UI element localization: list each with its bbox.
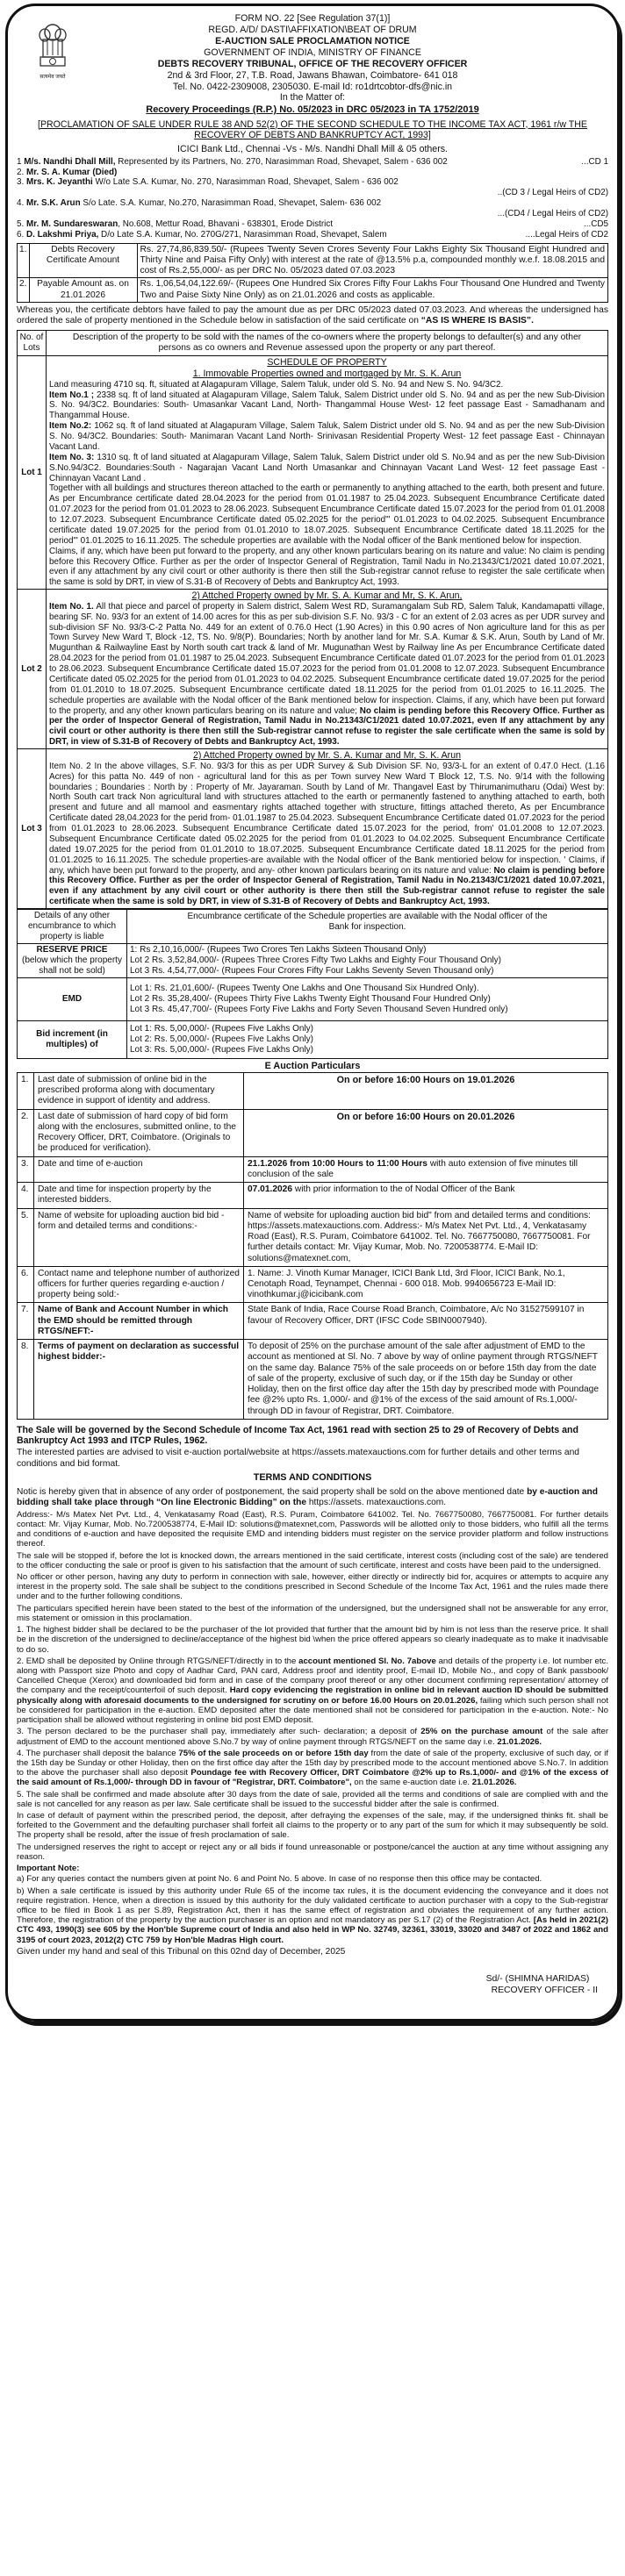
terms-paragraph: 5. The sale shall be confirmed and made absolute after 30 days from the date of sale, provided all the terms and conditions of sale are complied with and the sale is not cancelled for any reason as per law. Sale certificate shall be issued to the successful bidder after the sale is confirmed. <box>17 1789 608 1809</box>
eauction-answer-text: 1. Name: J. Vinoth Kumar Manager, ICICI Bank Ltd, 3rd Floor, ICICI Bank, No.1, Cenotaph Road, Teynampet, Chennai - 600 018. Mob. 9940656723 E-Mail ID: vinothkumar.j@icicibank.com <box>248 1268 565 1300</box>
defendant-item <box>17 219 608 230</box>
emd-values <box>127 978 608 1021</box>
important-note-b-bold: [As held in 2021(2) CTC 493, 1990(3) see 605 by the Hon'ble Supreme court of India and also held in WP No. 32749, 32361, 33019, 33020 and 3487 of 2022 and 1862 and 3195 of court 2023, 2012(2) CTC 759 by Hon'ble Madras High court. <box>17 1915 608 1945</box>
amount-number: 2. <box>18 278 30 302</box>
important-note-b <box>17 1886 608 1945</box>
defendant-number: 4. <box>17 198 26 209</box>
lot-item-label: Item No. 1. <box>49 601 94 612</box>
lot-item-text: 1310 sq. ft of land situated at Alagapuram Village, Salem Taluk, Salem District under old S. No.94 and as per the new Sub-Division S.No.94/3C2. Boundaries:South - Nagarajan Vacant Land North Umasankar and Chinnayan Vacant Land West- 12 feet passage East - Chinnayan Vacant Land . <box>49 452 605 483</box>
lot-claims-bold: No claim is pending before this Recovery Office. Further as per the order of Inspector General of Registration, Tamil Nadu in No.21343/C1/2021 dated 10.07.2021, even if any attachment by any civil court or other authority is there then still the Sub-registrar cannot refuse to register the sale certificate when the same is sold by DRT, in view of S.31-B of Recovery of Debts and Bankruptcy Act, 1993. <box>49 865 605 907</box>
lot-encumbrance-text: Together with all buildings and structures thereon attached to the earth or permanently to anything attached to the earth, both present and future. As per Encumbrance certificate dated 28.04.2023 for the period from 01.01.1987 to 25.04.2023. Subsequent Encumbrance Certificate dated 01.07.2023 for the period from 01.01.2023 to 28.06.2023. Subsequent Encumbrance Certificate dated 15.07.2023 for the period from 01.01.2008 to 12.07.2023. Subsequent Encumbrance Certificate dated 05.02.2025 for the period"' 01.01.2023 to 04.02.2025. Subsequent Encumbrance certificate dated 19.07.2025 for the period from 01.01.2010 to 18.07.2025. Subsequent Encumbrance Certificate dated 18.11.2025 for the period"' 01.01.2025 to 16.11.2025. The schedule properties are available with the Nodal officer of the Bank mentioned below for inspection. <box>49 483 605 546</box>
terms-body <box>17 1487 608 1957</box>
lot-claims: Claims, if any, which have been put forward to the property, and any other known particulars bearing on its nature and value: No claim is pending before this Recovery Office. Further as per the order of Inspector General of Registration, Tamil Nadu in No.21343/C1/2021 dated 10.07.2021, even if any attachment by any civil court or other authority is there then still the Sub-registrar cannot refuse to register the sale certificate when the same is sold by DRT, in view of S.31-B of Recovery of Debts and Bankruptcy Act, 1993. <box>49 546 605 588</box>
eauction-row <box>18 1208 608 1266</box>
lots-column-header: No. of Lots <box>18 330 47 356</box>
lot-item-text: Item No. 2 In the above villages, S.F. No. 93/3 for this as per UDR Survey & Sub Division SF. No, 93/3-L for an extent of 0.47.0 Hect. (1.16 Acres) for this patta No. 449 of non - agricultural land for this as per Town survey New Ward T Block 12, T.S. No. 9/14 with the following boundaries ; Boundaries : North by : Property of Mr. Jayaraman. South by Land of Mr. Thangavel East by Thirumanimutharu (Odai) West by: North South cart track Non agricultural land with structures attached to the earth or permanently fastened to anything attached to earth, both present and future and all mamool and easmentary rights attached together with structure, fittings attached thereto, As per Encumbrance Certificate dated 28,04.2023 for the perid from- 01.01.1987 to 25.04.2023. Subsequent Encumbrance Certificate dated 01.07.2023 for the period from 01.01.2023 to 28.06.2023. Subsequent Encumbrance Certificate dated 15.07.2023 for the period, from' 01.01.2008 to 12.07.2023. Subsequent Encumbrance Certificate dated 05.02.2025 for the period from 01.01.2023 to 04.02.2025. Subsequent Encumbrance Certificate dated 19.07.2025 for the period from 01.01.2010 to 18.07.2025. Subsequent Encumbrance Certificate dated 18.11.2025 for the period from 01.01.2025 to 16.11.2025. The schedule properties-are available with the Nodal officer of the Bank mentioried below for inspection. ' Claims, if any, which have been put forward to the property, and any- other known particulars bearing on its nature and value: <box>49 761 605 876</box>
terms-paragraphs <box>17 1510 608 1655</box>
eauction-row <box>18 1072 608 1109</box>
eauction-row-number: 4. <box>18 1183 34 1208</box>
eauction-row-number: 5. <box>18 1208 34 1266</box>
lot-description <box>47 590 608 749</box>
defendant-tag: ....Legal Heirs of CD2 <box>525 229 608 240</box>
lot-item <box>49 602 605 748</box>
lot-item <box>49 453 605 484</box>
defendant-item <box>17 157 608 168</box>
defendant-number: 1 <box>17 156 25 167</box>
terms-notice-text: Notic is hereby given that in absence of any order of postponement, the said property shall be sold on the above mentioned date <box>17 1486 528 1497</box>
eauction-answer-text: To deposit of 25% on the purchase amount of the sale after adjustment of EMD to the account as mentioned at Sl. No. 7 above by way of online payment through RTGS/NEFT on the same day. Balance 75% of the sale proceeds on or before 15th day from the date of sale of the property, exclusive of such day, or if the 15th day be Sunday or other Holiday, then on the first office day after the 15th day by prescribed mode with Poundage fee @2% upto Rs. 1,000/- and @1% of the excess of the said amount of Rs.1,000/- through DD in favour of Registrar, DRT. Coimbatore. <box>248 1342 600 1416</box>
lot-description <box>47 749 608 909</box>
defendant-item <box>17 198 608 209</box>
form-number: FORM NO. 22 [See Regulation 37(1)] <box>234 13 391 24</box>
auction-portal-link[interactable]: https://assets. matexauctions.com. <box>306 1497 447 1507</box>
office-address: 2nd & 3rd Floor, 27, T.B. Road, Jawans Bhawan, Coimbatore- 641 018 <box>167 69 458 81</box>
defendant-address: Represented by its Partners, No. 270, Narasimman Road, Shevapet, Salem - 636 002 <box>115 156 448 167</box>
bid-increment-lot-2: Lot 2: Rs. 5,00,000/- (Rupees Five Lakhs Only) <box>130 1034 313 1045</box>
defendant-details <box>17 230 387 240</box>
eauction-answer <box>244 1208 608 1266</box>
defendant-name: Mr. S. A. Kumar (Died) <box>25 167 118 177</box>
amount-value: Rs. 1,06,54,04,122.69/- (Rupees One Hundred Six Crores Fifty Four Lakhs Four Thousand One Hundred and Twenty Two and Paise Sixty Nine Only) as on 21.01.2026 and costs as applicable. <box>137 278 608 302</box>
encumbrance-value: Encumbrance certificate of the Schedule properties are available with the Nodal officer of the Bank for inspection. <box>127 910 608 944</box>
eauction-answer-text: with prior information to the of Nodal Officer of the Bank <box>292 1184 515 1195</box>
reserve-price-lot-1: 1: Rs 2,10,16,000/- (Rupees Two Crores Ten Lakhs Sixteen Thousand Only) <box>130 945 427 955</box>
notice-title: E-AUCTION SALE PROCLAMATION NOTICE <box>215 35 410 47</box>
lot-claims-bold: No claim is pending before this Recovery Office. Further as per the order of Inspector General of Registration, Tamil Nadu in No.21343/C1/2021 dated 10.07.2021, even If any attachment by any civil court or other authority is there then still the Sub-registrar cannot refuse to register the sale certificate when the same is sold by DRT, in view of S.31-B of Recovery of Debts and Bankruptcy Act, 1993. <box>49 705 605 748</box>
terms-paragraph: In case of default of payment within the prescribed period, the deposit, after defraying the expenses of the sale, may, if the undersigned thinks fit. shall be forfeited to the Government and the defaulting purchaser shall forfeit all claims to the property or to any part of the sum for which it may subsequently be sold. The property shall be resold, after the issue of fresh proclamation of sale. <box>17 1811 608 1841</box>
lot-item-label: Item No.2: <box>49 421 92 432</box>
defendant-tag: ..(CD 3 / Legal Heirs of CD2) <box>497 188 608 198</box>
defendant-details <box>17 168 117 178</box>
whereas-text: Whereas you, the certificate debtors have failed to pay the amount due as per DRC 05/2023 dated 07.03.2023. And whereas the undersigned has ordered the sale of property mentioned in the Schedule below in satisfaction of the said certificate on <box>17 304 608 326</box>
lot-heading: 2) Attched Property owned by Mr. S. A. Kumar and Mr, S. K. Arun <box>192 750 461 762</box>
eauction-row-number: 6. <box>18 1266 34 1303</box>
eauction-row <box>18 1340 608 1420</box>
amount-row <box>18 243 608 278</box>
important-note-b-text: b) When a sale certificate is issued by this authority under Rule 65 of the income tax rules, it is the document evidencing the conveyance and it does not require registration. Hence, when a direction is issued by this authority for the duly validated certificate to auction purchaser with a copy to the Sub-registrar office to be filed in Book 1 as per S.89, Registration Act, then it has the same effect of registration and obviates the requirement of any further action. Therefore, the registration of the property by the auction purchaser is an option and not mandatory as per S.17 (2) of the Registration Act. <box>17 1885 608 1926</box>
eauction-table <box>17 1072 608 1420</box>
advised-statement: The interested parties are advised to visit e-auction portal/website at https://assets.matexauctions.com for further details and other terms and conditions and bid format. <box>17 1448 580 1469</box>
terms-notice-bold: by e-auction and bidding shall take place through “On line Electronic Bidding” on the <box>17 1486 599 1507</box>
eauction-question: Name of website for uploading auction bid bid -form and detailed terms and conditions:- <box>34 1208 244 1266</box>
term-4-bold: 75% of the sale proceeds on or before 15th day <box>178 1748 369 1758</box>
term-2 <box>17 1657 608 1726</box>
eauction-answer <box>244 1072 608 1109</box>
term-2-text-3: failing which such person shall not be considered for participation in the e-auction. EMD deposited after the date mentioned shall not be considered for participation in the e-auction. Note:- No participation shall be allowed without registering in online bid post EMD deposit. <box>17 1695 608 1726</box>
defendant-tag: ...(CD4 / Legal Heirs of CD2) <box>497 209 608 219</box>
reserve-price-values <box>127 944 608 978</box>
defendant-name: Mr. S.K. Arun <box>25 198 81 209</box>
term-4-poundage: Poundage fee with Recovery Officer, DRT Coimbatore @2% up to Rs.1,000/- and @1% of the excess of the said amount of Rs.1,000/- through DD in favour of "Registrar, DRT. Coimbatore", <box>17 1768 608 1788</box>
amount-value: Rs. 27,74,86,839.50/- (Rupees Twenty Seven Crores Seventy Four Lakhs Eighty Six Thousand Eight Hundred and Thirty Nine and Paisa Fifty Only) with interest at the rate of @13.5% p.a, compounded monthly w.e.f. 18.08.2015 and cost of Rs.2,55,000/- as per DRC No. 05/2023 dated 07.03.2023 <box>137 243 608 278</box>
eauction-row-number: 3. <box>18 1156 34 1182</box>
reserve-price-lot-3: Lot 3 Rs. 4,54,77,000/- (Rupees Four Crores Fifty Four Lakhs Seventy Seven Thousand only) <box>130 966 494 977</box>
amount-row <box>18 278 608 302</box>
eauction-title: E Auction Particulars <box>264 1061 361 1072</box>
defendant-name: Mrs. K. Jeyanthi <box>25 177 93 188</box>
eauction-answer <box>244 1303 608 1340</box>
office-name: DEBTS RECOVERY TRIBUNAL, OFFICE OF THE RECOVERY OFFICER <box>157 58 468 69</box>
terms-paragraph: The undersigned reserves the right to accept or reject any or all bids if found unreasonable or postpone/cancel the auction at any time without assigning any reason. <box>17 1842 608 1862</box>
eauction-row-number: 2. <box>18 1109 34 1156</box>
defendant-address: W/o Late S.A. Kumar, No. 270, Narasimman Road, Shevapet, Salem - 636 002 <box>92 177 399 188</box>
reserve-price-row <box>18 944 608 978</box>
governed-statement: The Sale will be governed by the Second Schedule of Income Tax Act, 1961 read with section 25 to 29 of Recovery of Debts and Bankruptcy Act 1993 and ITCP Rules, 1962. <box>17 1424 578 1447</box>
eauction-answer <box>244 1183 608 1208</box>
lot-label: Lot 1 <box>18 356 47 590</box>
amount-label: Debts Recovery Certificate Amount <box>29 243 137 278</box>
amounts-table <box>17 243 608 303</box>
eauction-row-number: 8. <box>18 1340 34 1420</box>
defendant-number: 5. <box>17 218 26 229</box>
defendant-name: D. Lakshmi Priya, <box>25 229 99 240</box>
term-4-date: 21.01.2026. <box>471 1778 517 1788</box>
encumbrance-row <box>18 910 608 944</box>
defendant-name: M/s. Nandhi Dhall Mill, <box>24 156 116 167</box>
lot-item <box>49 421 605 453</box>
lot-item-text: 1062 sq. ft of land situated at Alagapuram Village, Salem Taluk, Salem District under old S. No. 94 and as per the new Sub-Division S. No. 94/3C2. Boundaries: South- Manimaran Vacant Land North- Srinivasan Residential Property West- 12 feet passage East - Chinnayan Vacant Land. <box>49 421 605 452</box>
lot-label: Lot 2 <box>18 590 47 749</box>
emd-label: EMD <box>18 978 127 1021</box>
eauction-question: Last date of submission of hard copy of bid form along with the enclosures, submitted online, to the Recovery Officer, DRT, Coimbatore. (Originals to be produced for verification). <box>34 1109 244 1156</box>
encumbrance-label: Details of any other encumbrance to which property is liable <box>18 910 127 944</box>
eauction-answer <box>244 1156 608 1182</box>
reserve-price-label <box>18 944 127 978</box>
defendant-details <box>17 198 381 209</box>
reserve-price-lot-2: Lot 2 Rs. 3,52,84,000/- (Rupees Three Crores Fifty Two Lakhs and Eighty Four Thousand Only) <box>130 955 501 966</box>
eauction-row <box>18 1109 608 1156</box>
eauction-answer-bold: 07.01.2026 <box>248 1184 292 1195</box>
bid-increment-lot-3: Lot 3: Rs. 5,00,000/- (Rupees Five Lakhs Only) <box>130 1045 313 1055</box>
defendant-item <box>17 230 608 240</box>
parties-line: ICICI Bank Ltd., Chennai -Vs - M/s. Nandhi Dhall Mill & 05 others. <box>177 143 448 154</box>
bid-increment-lot-1: Lot 1: Rs. 5,00,000/- (Rupees Five Lakhs Only) <box>130 1024 313 1034</box>
matter-label: In the Matter of: <box>279 92 346 104</box>
amount-label: Payable Amount as. on 21.01.2026 <box>29 278 137 302</box>
terms-title: TERMS AND CONDITIONS <box>253 1471 372 1483</box>
eauction-question: Contact name and telephone number of authorized officers for further queries regarding e-auction / property being sold:- <box>34 1266 244 1303</box>
eauction-answer-bold: On or before 16:00 Hours on 19.01.2026 <box>336 1074 515 1085</box>
schedule-title: SCHEDULE OF PROPERTY <box>267 357 387 369</box>
terms-notice <box>17 1487 608 1508</box>
defendant-tag: ...CD 1 <box>581 156 608 167</box>
eauction-answer <box>244 1266 608 1303</box>
eauction-answer-text: State Bank of India, Race Course Road Branch, Coimbatore, A/c No 31527599107 in favour of Recovery Officer, DRT (IFSC Code SBIN0007940). <box>248 1305 585 1326</box>
defendant-tag-row <box>17 209 608 219</box>
schedule-header-row <box>18 330 608 356</box>
eauction-answer-text: with auto extension of five minutes till conclusion of the sale <box>248 1158 578 1179</box>
defendant-tag-row <box>17 188 608 198</box>
term-3-bold: 25% on the purchase amount <box>420 1727 543 1737</box>
lot-heading: 2) Attched Property owned by Mr. S. A. Kumar and Mr, S. K. Arun, <box>191 590 463 602</box>
terms-paragraphs-2 <box>17 1790 608 1863</box>
government-line: GOVERNMENT OF INDIA, MINISTRY OF FINANCE <box>204 47 421 58</box>
whereas-basis: “AS IS WHERE IS BASIS”. <box>420 316 534 326</box>
defendant-number: 3. <box>17 177 26 188</box>
defendant-details <box>17 177 399 188</box>
emblem-motto: सत्यमेव जयते <box>40 75 66 80</box>
eauction-row <box>18 1303 608 1340</box>
lot-description <box>47 356 608 590</box>
lot-item-text: 2338 sq. ft of land situated at Alagapuram Village, Salem Taluk, Salem District under old S. No. 94 and as per the new Sub-Division S. No. 94/3C2. Boundaries: South- Umasankar Vacant Land, North- Thangammal House West- 12 feet passage East - Samadhanam and Thangammal House. <box>49 390 605 421</box>
lot-item <box>49 762 605 907</box>
term-2-hard-copy: Hard copy evidencing the registration in online bid in relevant auction ID should be submitted physically along with aforesaid documents to the undersigned for scrutiny on or before 16.00 Hours on 20.01.2026, <box>17 1685 608 1706</box>
eauction-row-number: 7. <box>18 1303 34 1340</box>
lot-label: Lot 3 <box>18 749 47 909</box>
eauction-row <box>18 1183 608 1208</box>
term-4-text-3: on the same e-auction date i.e. <box>351 1778 472 1788</box>
important-note-a: a) For any queries contact the numbers given at point No. 6 and Point No. 5 above. In case of no response then this office may be contacted. <box>17 1874 542 1885</box>
lot-row <box>18 356 608 590</box>
terms-paragraph: The sale will be stopped if, before the lot is knocked down, the arrears mentioned in the said certificate, interest costs (including cost of the sale) are tendered to the officer conducting the sale or proof is given to his satisfaction that the amount of such certificate, interest and costs have been paid to the undersigned. <box>17 1550 608 1571</box>
lot-item-label: Item No. 3: <box>49 452 95 462</box>
proclamation-title: [PROCLAMATION OF SALE UNDER RULE 38 AND 52(2) OF THE SECOND SCHEDULE TO THE INCOME TAX ACT, 1961 r/w THE RECOVERY OF DEBTS AND BANKRUPTCY ACT, 1993] <box>38 118 587 141</box>
reserve-price-note: (below which the property shall not be sold) <box>22 955 122 977</box>
defendant-item <box>17 168 608 178</box>
notice-header <box>17 13 608 104</box>
eauction-row-number: 1. <box>18 1072 34 1109</box>
eauction-answer-text: Name of website for uploading auction bid bid" from and detailed terms and conditions: https://assets.matexauctions.com. Address:- M/s Matex Net Pvt. Ltd., 4, Venkatasamy Road (East), R.S. Puram, Coimbatore 641002. Tel. No. 7667750080, 7667750081. For further details contact: Mr. Vijay Kumar, Mob. No. 7200538774. E-Mail ID: solutions@matexnet.com, <box>248 1210 591 1263</box>
defendant-tag: ...CD5 <box>584 218 608 229</box>
emblem <box>31 22 75 81</box>
emd-lot-2: Lot 2 Rs. 35,28,400/- (Rupees Thirty Five Lakhs Twenty Eight Thousand Four Hundred Only) <box>130 994 491 1005</box>
bid-increment-values <box>127 1021 608 1059</box>
eauction-row <box>18 1156 608 1182</box>
eauction-question: Name of Bank and Account Number in which the EMD should be remitted through RTGS/NEFT:- <box>34 1303 244 1340</box>
terms-paragraph: Address:- M/s Matex Net Pvt. Ltd., 4, Venkatasamy Road (East), R.S. Puram, Coimbatore 641002. Tel. No. 7667750080, 7667750081. For further details contact: Mr. Vijay Kumar, Mob. No.7200538774, E-Mail ID: solutions@matexnet,com, Passwords will be allotted only to those bidders, who fulfill all the terms and conditions of e-auction and have deposited the requisite EMD and intending bidders must register on the service provider platform and follow instructions thereof. <box>17 1509 608 1549</box>
term-3-text: 3. The person declared to be the purchaser shall pay, immediately after such- declaration; a deposit of <box>17 1727 421 1737</box>
national-emblem-icon <box>36 22 69 73</box>
lot-heading: 1. Immovable Properties owned and mortgaged by Mr. S. K. Arun <box>192 368 462 379</box>
lot-item <box>49 390 605 422</box>
term-2-bold: account mentioned Sl. No. 7above <box>298 1656 436 1666</box>
signature-block <box>17 1973 608 1996</box>
reserve-price-title: RESERVE PRICE <box>36 945 108 955</box>
term-4 <box>17 1749 608 1788</box>
signature-title: RECOVERY OFFICER - II <box>491 1985 598 1995</box>
schedule-table <box>17 330 608 910</box>
term-2-text: 2. EMD shall be deposited by Online through RTGS/NEFT/directly in to the <box>17 1656 299 1666</box>
eauction-row <box>18 1266 608 1303</box>
eauction-question: Date and time for inspection property by the interested bidders. <box>34 1183 244 1208</box>
eauction-answer <box>244 1340 608 1420</box>
notice-frame <box>5 4 620 2021</box>
given-under-hand: Given under my hand and seal of this Tribunal on this 02nd day of December, 2025 <box>17 1946 346 1957</box>
defendant-number: 2. <box>17 167 26 177</box>
terms-paragraph: The particulars specified herein have been stated to the best of the information of the undersigned, but the undersigned shall not be answerable for any error, mis statement or omission in this proclamation. <box>17 1603 608 1623</box>
lot-item-text: All that piece and parcel of property in Salem district, Salem West RD, Suramangalam Sub RD, Salem Taluk, Kandamapatti village, bearing SF. No. 93/3 for an extent of 14.00 acres for this as per sub-division S.F. No. 93/3 - C for an extent of 2.03 acres as per UDR survey and sub-division SF No. 93/3-C-2 Patta No. 449 for an extent of 0.76.0 Hect (1.90 Acres) in this 0.90 acres of Non agriculture land for this as per Town Survey New Ward T, Block -12, TS. No. 9/8(P). Boundaries; North by another land for Mr. S.A. Kumar & S.K. Arun, South by Land of Mr. Mugunthan & Railwayline East by North south cart track & land of Mr. Mugunathan West by Railway line As per Encumbrance Certificate dated 28.04.2023 for the period from 01.01.1987 to 25.04.2023. Subsequent Encumbrance Certificate dated 01.07.2023 for the period from 01.01.2023 to 28.06.2023. Subsequent Encumbrance Certificate dated 15.07.2023 for the period from 01.01.2008 to 12.07.2023. Subsequent Encumbrance Certificate dated 05.02.2025 for the period from 01.01.2023 to 04.02.2025. Subsequent Encumbrance certificate dated 19.07.2025 for the period from 01.01.2010 to 18.07.2025. Subsequent Encumbrance certificate dated 18.11.2025 for the period from 01.01.2025 to 16.11.2025. The schedule properties are available with the Nodal officer of the Bank mentioned below for inspection. Claims, if any, which have been put forward to the property, and any other known particulars bearing on its nature and value; <box>49 601 605 716</box>
term-3 <box>17 1727 608 1746</box>
lot-item-label: Item No.1 ; <box>49 390 95 400</box>
lot-row <box>18 590 608 749</box>
defendant-address: , No.608, Mettur Road, Bhavani - 638301, Erode District <box>118 218 334 229</box>
defendant-details <box>17 157 448 168</box>
eauction-answer-bold: On or before 16:00 Hours on 20.01.2026 <box>336 1111 515 1122</box>
important-note-title: Important Note: <box>17 1864 80 1874</box>
term-2-text-2: and details of the property i.e. lot number etc. along with Passport size Photo and copy of Aadhar Card, PAN card, Address proof and identity proof, E-mail ID, Mobile No., and copy of Bank passbook/ Cancelled Cheque (Xerox) and downloaded bid form and in case of the company proof thereof or any other document confirming representation/ attorney of the company and the receipt/counterfoil of such deposit. <box>17 1656 609 1696</box>
description-column-header: Description of the property to be sold with the names of the co-owners where the property belongs to defaulter(s) and any other persons as co owners and Revenue assessed upon the property or any part thereof. <box>47 330 608 356</box>
signature-name: Sd/- (SHIMNA HARIDAS) <box>485 1973 590 1984</box>
terms-paragraph: 1. The highest bidder shall be declared to be the purchaser of the lot provided that further that the amount bid by him is not less than the reserve price. It shall be in the discretion of the undersigned to decline/acceptance of the highest bid \when the price offered appears so clearly inadequate as to make it inadvisable to do so. <box>17 1625 608 1655</box>
lot-row <box>18 749 608 909</box>
bid-increment-label: Bid increment (in multiples) of <box>18 1021 127 1059</box>
eauction-answer-bold: 21.1.2026 from 10:00 Hours to 11:00 Hours <box>248 1158 427 1169</box>
proceedings-title: Recovery Proceedings (R.P.) No. 05/2023 in DRC 05/2023 in TA 1752/2019 <box>146 104 479 116</box>
amount-number: 1. <box>18 243 30 278</box>
price-info-table <box>17 909 608 1059</box>
term-3-text-2: of the sale after adjustment of EMD to the account mentioned above S.No.7 by way of online payment through RTGS/NEFT on the same day i.e. <box>17 1727 609 1747</box>
defendant-number: 6. <box>17 229 26 240</box>
term-4-text-2: from the date of sale of the property, exclusive of such day, or if the 15th day be Sunday or other Holiday, then on the first office day after the 15th day by prescribed mode to the account mentioned above S.No.7. In addition to the above the purchaser shall also deposit <box>17 1748 608 1778</box>
service-mode: REGD. A/D/ DASTI\AFFIXATION\BEAT OF DRUM <box>208 24 417 35</box>
eauction-question: Last date of submission of online bid in the prescribed proforma along with documentary evidence in support of identity and address. <box>34 1072 244 1109</box>
eauction-question: Terms of payment on declaration as successful highest bidder:- <box>34 1340 244 1420</box>
emd-row <box>18 978 608 1021</box>
term-4-text: 4. The purchaser shall deposit the balance <box>17 1748 179 1758</box>
bid-increment-row <box>18 1021 608 1059</box>
defendants-list <box>17 157 608 240</box>
terms-paragraph: No officer or other person, having any duty to perform in connection with sale, however, either directly or indirectly bid for, acquires or attempts to acquire any interest in the property sold. The sale shall be subject to the conditions prescribed in Second Schedule of the Income Tax Act, 1961 and the rules made there under and to the further following conditions. <box>17 1572 608 1602</box>
defendant-address: D/o Late S.A. Kumar, No. 270G/271, Narasimman Road, Shevapet, Salem <box>98 229 387 240</box>
emd-lot-1: Lot 1: Rs. 21,01,600/- (Rupees Twenty One Lakhs and One Thousand Six Hundred Only). <box>130 984 479 994</box>
defendant-details <box>17 219 333 230</box>
defendant-name: Mr. M. Sundareswaran <box>25 218 119 229</box>
emd-lot-3: Lot 3 Rs. 45,47,700/- (Rupees Forty Five Lakhs and Forty Seven Thousand Seven Hundred only) <box>130 1005 508 1015</box>
term-3-date: 21.01.2026. <box>497 1736 542 1747</box>
office-contact: Tel. No. 0422-2309008, 2305030. E-mail Id: ro1drtcobtor-dfs@nic.in <box>172 81 453 92</box>
defendant-address: S/o Late. S.A. Kumar, No.270, Narasimman Road, Shevapet, Salem- 636 002 <box>80 198 382 209</box>
eauction-question: Date and time of e-auction <box>34 1156 244 1182</box>
defendant-item <box>17 177 608 188</box>
lot-intro: Land measuring 4710 sq. ft, situated at Alagapuram Village, Salem Taluk, under old S. No. 94 and New S. No. 94/3C2. <box>49 379 504 390</box>
eauction-answer <box>244 1109 608 1156</box>
whereas-paragraph <box>17 305 608 327</box>
